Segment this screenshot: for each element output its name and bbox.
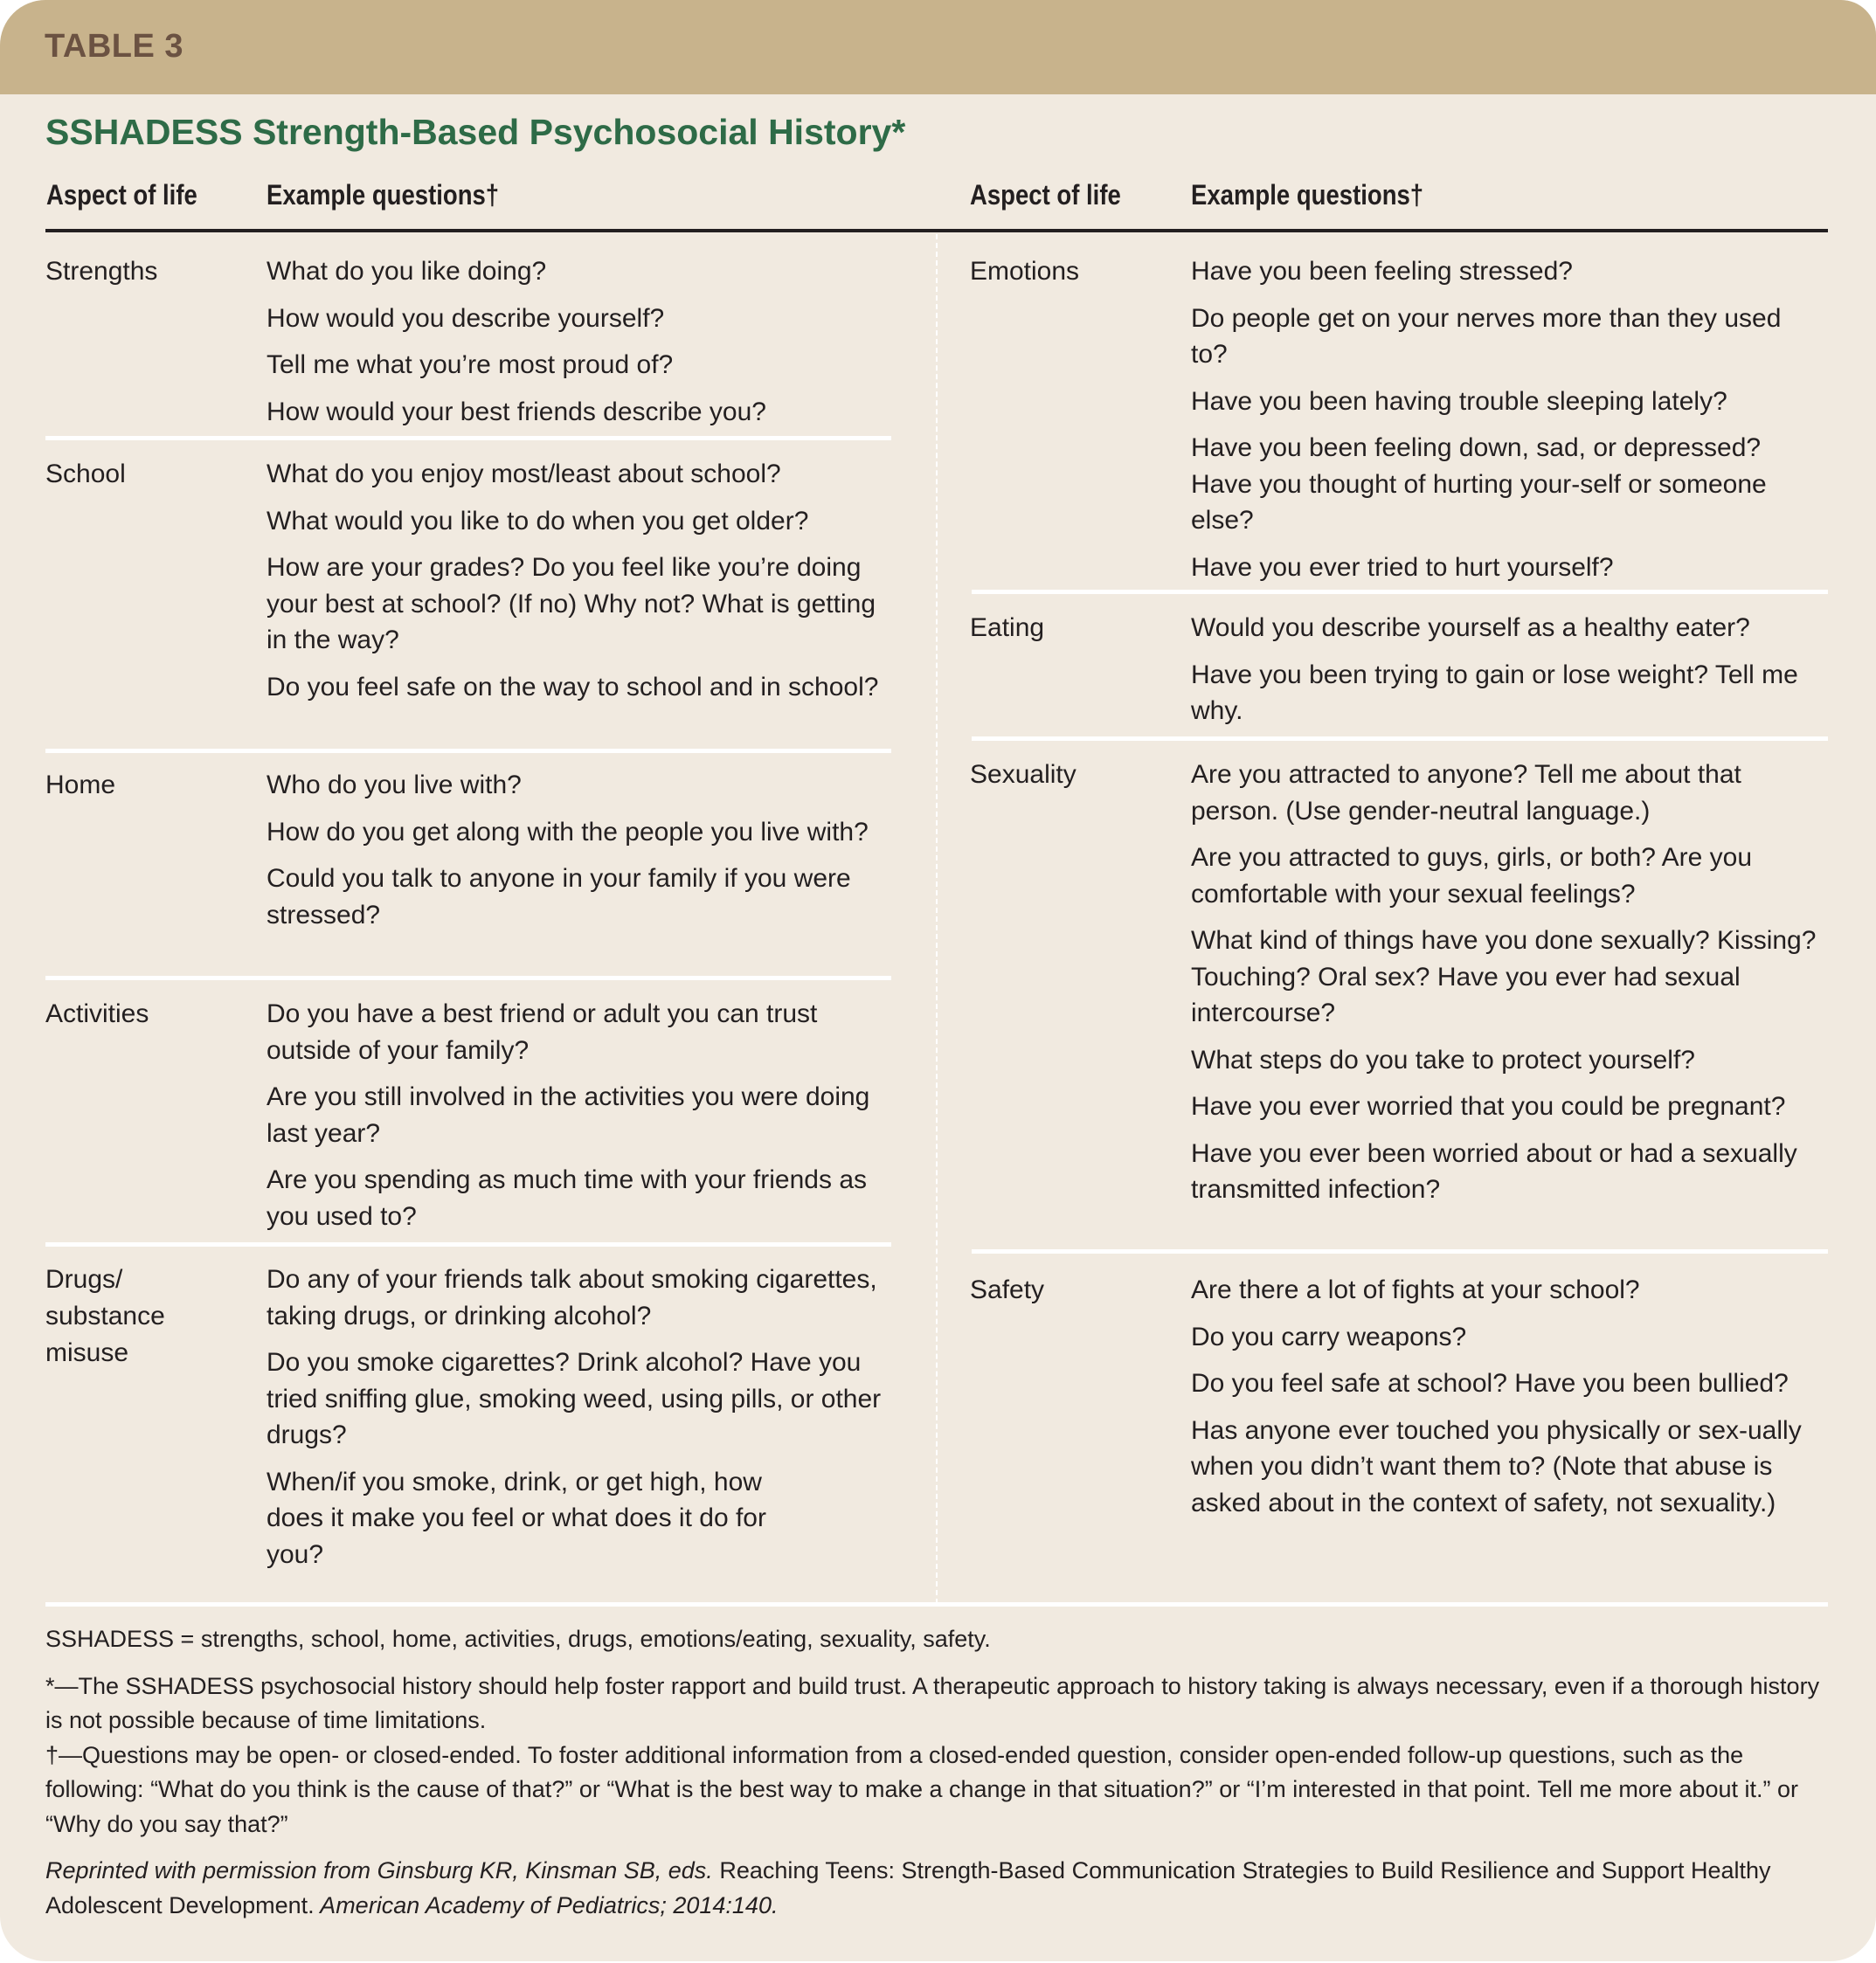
question: Have you ever been worried about or had a sexually transmitted infection? [1191,1138,1797,1204]
question: Have you been feeling stressed? [1191,257,1573,286]
footnote-dagger: †—Questions may be open- or closed-ended. To foster additional information from a closed-ended question, consider open-ended follow-up questions, such as the following: “What do you think is the cause of that?” or “What is the best way to make a change in that situation?” or “I’m interested in that point. Tell me more about it.” or “Why do you say that?” [45,1741,1798,1837]
question-list [1191,1272,1829,1531]
column-header-questions-left: Example questions† [267,179,500,211]
header-rule-right [937,229,1828,232]
question: Who do you live with? [267,771,522,799]
abbreviation-note: SSHADESS = strengths, school, home, activities, drugs, emotions/eating, sexuality, safety. [45,1626,991,1652]
question: Do people get on your nerves more than they used to? [1191,303,1782,369]
question: Have you been trying to gain or lose weight? Tell me why. [1191,660,1798,725]
question-list [267,253,939,440]
row-divider [45,976,891,980]
source-authors: Reprinted with permission from Ginsburg KR, Kinsman SB, eds. [45,1857,713,1884]
row-divider [45,436,891,440]
table-bottom-rule [45,1602,1828,1607]
table-title: SSHADESS Strength-Based Psychosocial History* [45,112,906,152]
question: Are you spending as much time with your friends as you used to? [267,1165,867,1231]
aspect-label: Emotions [970,257,1080,286]
question: How are your grades? Do you feel like you’re doing your best at school? (If no) Why not? What is getting in the way? [267,553,876,654]
aspect-label: Safety [970,1275,1045,1304]
question: How do you get along with the people you live with? [267,817,869,847]
column-header-aspect-left: Aspect of life [46,179,197,211]
question-list [1191,757,1829,1219]
aspect-label: Drugs/ substance misuse [45,1265,165,1367]
question: Has anyone ever touched you physically or sex-ually when you didn’t want them to? (Note that abuse is asked about in the context of safety, not sexuality.) [1191,1415,1802,1517]
source-book-title: Reaching Teens: Strength-Based Communication Strategies to Build Resilience and Support Healthy Adolescent Development. [45,1857,1771,1918]
question: Would you describe yourself as a healthy eater? [1191,613,1750,642]
question: Do any of your friends talk about smoking cigarettes, taking drugs, or drinking alcohol? [267,1265,877,1331]
question: Have you been having trouble sleeping lately? [1191,386,1727,416]
question: Do you smoke cigarettes? Drink alcohol? Have you tried sniffing glue, smoking weed, using pills, or other drugs? [267,1348,882,1449]
aspect-label: Eating [970,613,1045,642]
question: What would you like to do when you get older? [267,506,809,536]
row-divider [972,590,1828,594]
question-list [1191,253,1824,596]
question-list [1191,610,1829,740]
question-list [267,767,878,943]
source-citation [45,1854,1828,1923]
question: How would you describe yourself? [267,303,665,333]
header-band [0,0,1876,94]
column-header-aspect-right: Aspect of life [970,179,1121,211]
row-divider [45,1242,891,1247]
aspect-label: School [45,460,126,488]
question-list [267,996,896,1245]
table-footnotes [45,1622,1828,1923]
source-publisher: American Academy of Pediatrics; 2014:140. [314,1891,779,1918]
question: What do you like doing? [267,257,547,286]
question: Are there a lot of fights at your school? [1191,1275,1640,1304]
question: Do you carry weapons? [1191,1322,1467,1351]
question: Have you been feeling down, sad, or depressed? Have you thought of hurting your-self or someone else? [1191,433,1767,535]
aspect-label: Home [45,771,116,799]
question: What do you enjoy most/least about school? [267,460,781,488]
question-list [267,1261,913,1583]
question: Are you attracted to anyone? Tell me about that person. (Use gender-neutral language.) [1191,760,1741,826]
question: Do you have a best friend or adult you can trust outside of your family? [267,999,818,1065]
aspect-label: Activities [45,999,149,1028]
question: Do you feel safe on the way to school and in school? [267,672,879,702]
question: Tell me what you’re most proud of? [267,350,674,379]
question: How would your best friends describe you? [267,397,766,426]
question: Are you attracted to guys, girls, or both? Are you comfortable with your sexual feelings? [1191,843,1753,909]
question: Could you talk to anyone in your family if you were stressed? [267,864,851,930]
footnote-star: *—The SSHADESS psychosocial history should help foster rapport and build trust. A therapeutic approach to history taking is always necessary, even if a thorough history is not possible because of time limitations. [45,1672,1820,1733]
column-header-questions-right: Example questions† [1191,179,1424,211]
aspect-label: Sexuality [970,760,1076,789]
row-divider [972,736,1828,741]
aspect-label: Strengths [45,257,158,286]
question: Are you still involved in the activities you were doing last year? [267,1082,870,1148]
question: Do you feel safe at school? Have you been bullied? [1191,1369,1789,1398]
question-list [267,456,896,715]
row-divider [972,1249,1828,1254]
question: Have you ever tried to hurt yourself? [1191,552,1614,582]
question: Have you ever worried that you could be pregnant? [1191,1092,1786,1121]
header-rule-left [45,229,937,232]
question: What kind of things have you done sexually? Kissing? Touching? Oral sex? Have you ever had sexual intercourse? [1191,926,1817,1027]
row-divider [45,749,891,753]
table-label: TABLE 3 [45,28,184,65]
question: When/if you smoke, drink, or get high, how does it make you feel or what does it do for you? [267,1467,766,1569]
question: What steps do you take to protect yourself? [1191,1045,1695,1075]
